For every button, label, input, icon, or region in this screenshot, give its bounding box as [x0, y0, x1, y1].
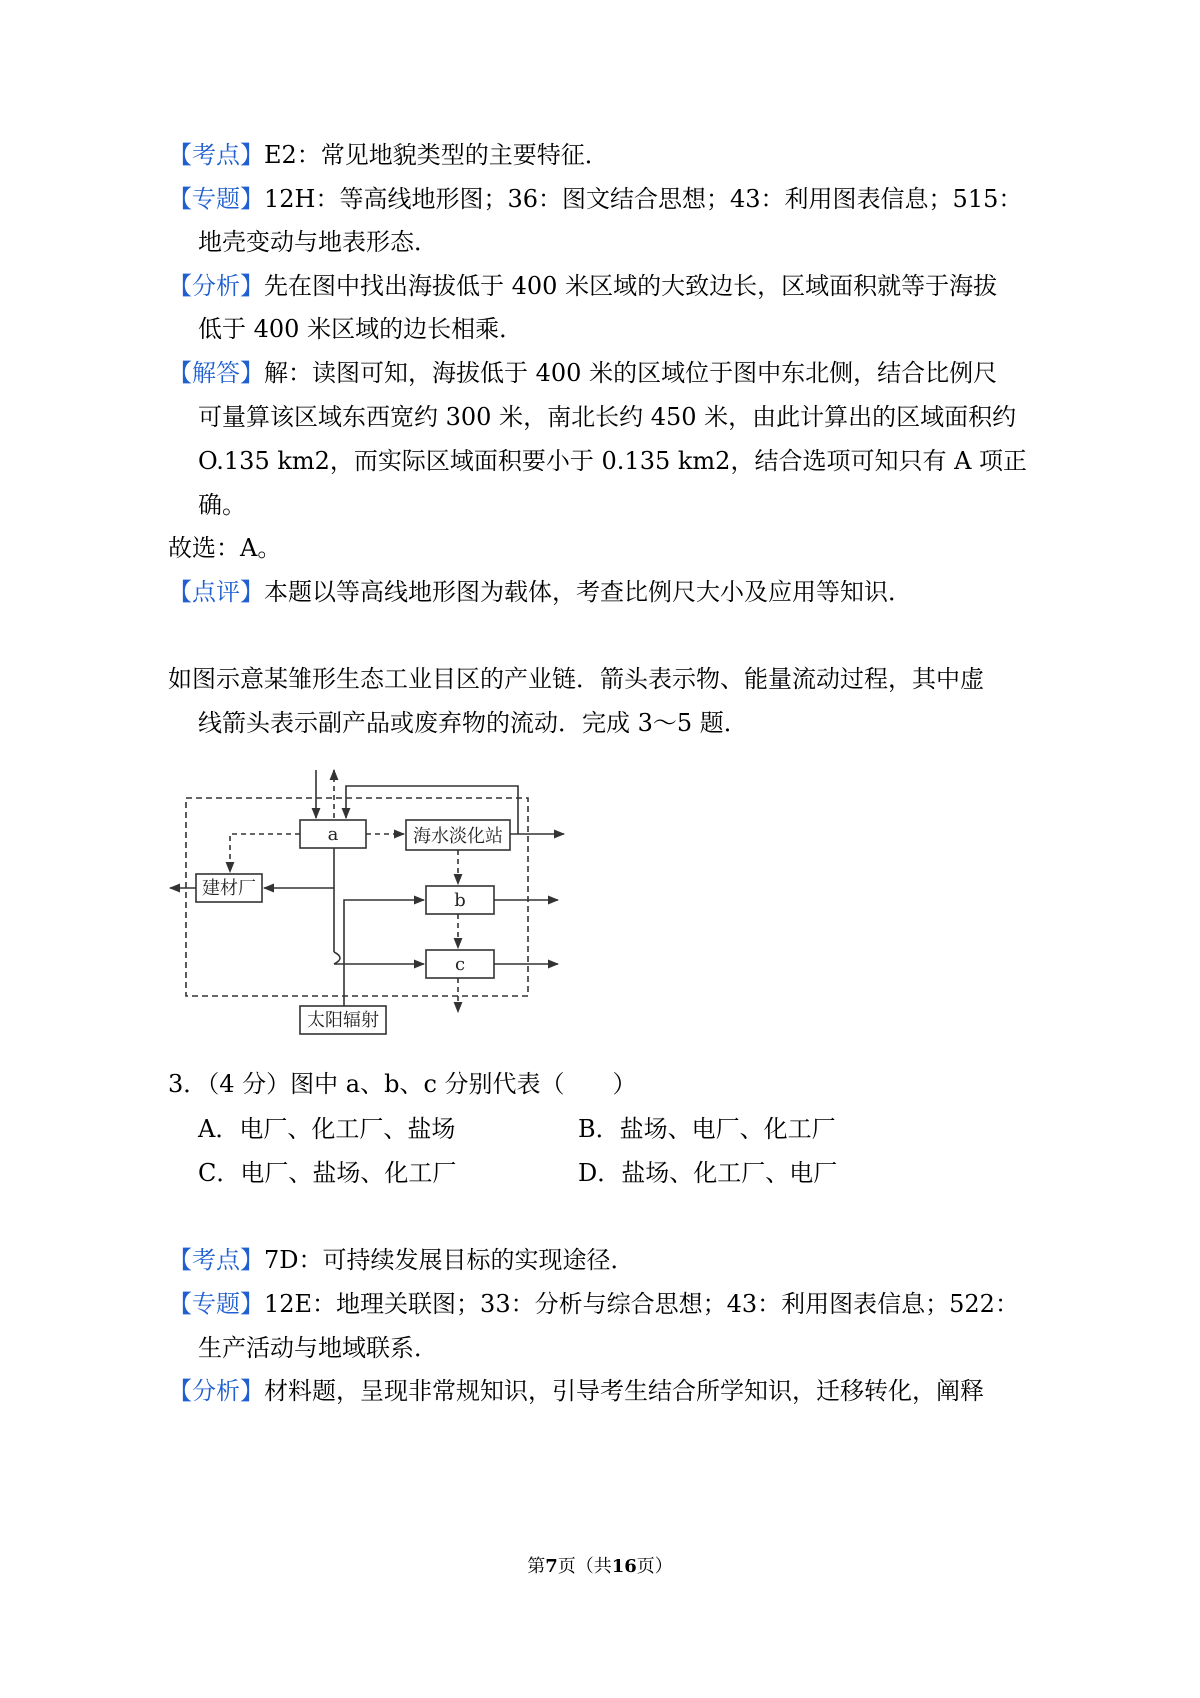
- footer-mid: 页（共: [557, 1556, 612, 1577]
- kaodian-tag: 【考点】: [168, 141, 264, 169]
- fenxi-text: 先在图中找出海拔低于 400 米区域的大致边长，区域面积就等于海拔: [264, 272, 998, 300]
- dianping-line: [168, 577, 912, 607]
- jieda-line-3: O.135 km2，而实际区域面积要小于 0.135 km2，结合选项可知只有 A 项正: [198, 447, 1028, 475]
- zhuanti-line-1: [168, 184, 1022, 214]
- footer-pre: 第: [527, 1556, 546, 1577]
- fenxi-line-2: 低于 400 米区域的边长相乘．: [198, 315, 524, 343]
- intro-line-1: 如图示意某雏形生态工业目区的产业链．箭头表示物、能量流动过程，其中虚: [168, 665, 984, 693]
- option-b: B．盐场、电厂、化工厂: [578, 1115, 836, 1143]
- jieda-text: 解：读图可知，海拔低于 400 米的区域位于图中东北侧，结合比例尺: [264, 359, 998, 387]
- question-stem: 3．（4 分）图中 a、b、c 分别代表（ ）: [168, 1070, 637, 1098]
- fenxi-line-1: [168, 271, 997, 301]
- zhuanti-line-2: 地壳变动与地表形态．: [198, 228, 438, 256]
- zhuanti-tag: 【专题】: [168, 185, 264, 213]
- fenxi-text-2: 材料题，呈现非常规知识，引导考生结合所学知识，迁移转化，阐释: [264, 1377, 984, 1405]
- zhuanti-line-3: [168, 1289, 1019, 1319]
- fenxi-line-3: [168, 1376, 984, 1406]
- intro-line-2: 线箭头表示副产品或废弃物的流动．完成 3～5 题．: [198, 709, 748, 737]
- label-a: a: [327, 824, 339, 845]
- label-building-materials: 建材厂: [202, 878, 256, 899]
- jieda-line-2: 可量算该区域东西宽约 300 米，南北长约 450 米，由此计算出的区域面积约: [198, 403, 1017, 431]
- footer-page-number: 7: [545, 1556, 558, 1577]
- kaodian-line-1: [168, 140, 609, 170]
- label-solar: 太阳辐射: [307, 1010, 379, 1031]
- zhuanti-text: 12H：等高线地形图；36：图文结合思想；43：利用图表信息；515：: [264, 185, 1023, 213]
- jieda-tag: 【解答】: [168, 359, 264, 387]
- dianping-text: 本题以等高线地形图为载体，考查比例尺大小及应用等知识．: [264, 578, 912, 606]
- kaodian-text: E2：常见地貌类型的主要特征．: [264, 141, 609, 169]
- label-c: c: [454, 954, 466, 975]
- page-footer: [0, 1555, 1200, 1579]
- industry-chain-diagram: [168, 762, 618, 1062]
- footer-post: 页）: [636, 1556, 673, 1577]
- zhuanti-tag-2: 【专题】: [168, 1290, 264, 1318]
- kaodian-text-2: 7D：可持续发展目标的实现途径．: [264, 1246, 635, 1274]
- option-d: D．盐场、化工厂、电厂: [578, 1159, 838, 1187]
- label-b: b: [454, 890, 466, 911]
- footer-total-pages: 16: [611, 1556, 637, 1577]
- fenxi-tag-2: 【分析】: [168, 1377, 264, 1405]
- fenxi-tag: 【分析】: [168, 272, 264, 300]
- jieda-line-1: [168, 358, 997, 388]
- zhuanti-line-4: 生产活动与地域联系．: [198, 1334, 438, 1362]
- answer-line: 故选：A。: [168, 534, 282, 562]
- zhuanti-text-2: 12E：地理关联图；33：分析与综合思想；43：利用图表信息；522：: [264, 1290, 1019, 1318]
- kaodian-tag-2: 【考点】: [168, 1246, 264, 1274]
- kaodian-line-2: [168, 1245, 635, 1275]
- option-a: A．电厂、化工厂、盐场: [198, 1115, 456, 1143]
- dianping-tag: 【点评】: [168, 578, 264, 606]
- label-desalination: 海水淡化站: [413, 826, 503, 847]
- jieda-line-4: 确。: [198, 491, 246, 519]
- option-c: C．电厂、盐场、化工厂: [198, 1159, 457, 1187]
